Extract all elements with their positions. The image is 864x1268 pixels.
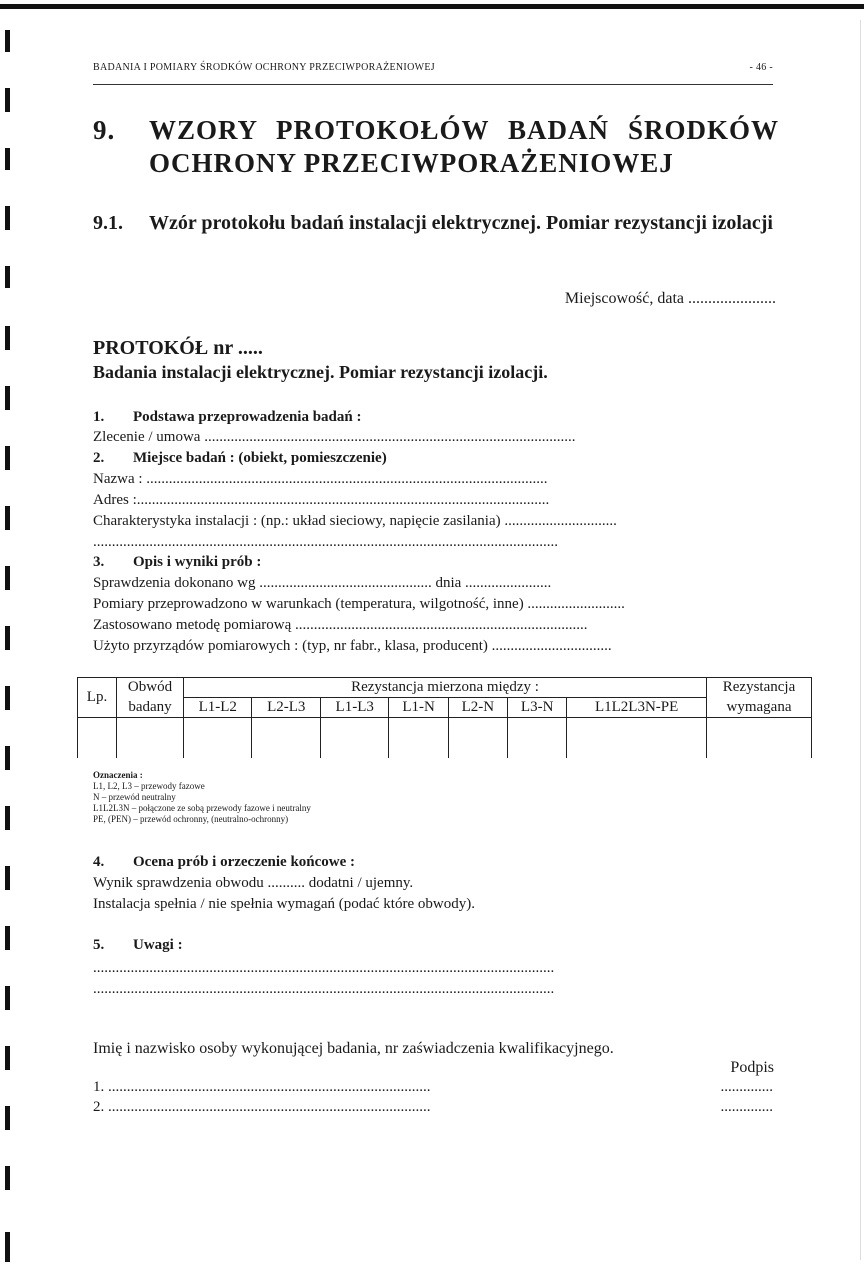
scan-mark <box>5 386 10 410</box>
legend-title: Oznaczenia : <box>93 770 143 780</box>
section-4-title: Ocena prób i orzeczenie końcowe : <box>133 854 356 870</box>
signature-field: .............. <box>720 1079 773 1095</box>
installation-characteristics-field: Charakterystyka instalacji : (np.: układ sieciowy, napięcie zasilania) .............................. <box>93 513 617 529</box>
section-2-title: Miejsce badań : (obiekt, pomieszczenie) <box>133 450 387 466</box>
insulation-resistance-table <box>77 677 812 758</box>
col-resistance-measured: Rezystancja mierzona między : <box>184 678 707 698</box>
scan-mark <box>5 926 10 950</box>
instruments-field: Użyto przyrządów pomiarowych : (typ, nr fabr., klasa, producent) ................................ <box>93 638 612 654</box>
scan-mark <box>5 1166 10 1190</box>
legend-item: N – przewód neutralny <box>93 792 176 802</box>
legend <box>93 770 311 825</box>
running-header <box>93 62 773 73</box>
protocol-subtitle: Badania instalacji elektrycznej. Pomiar rezystancji izolacji. <box>93 362 548 382</box>
table-cell[interactable] <box>117 718 184 759</box>
signatory-name-field: 1. ...................................................................................... <box>93 1079 431 1095</box>
running-title: BADANIA I POMIARY ŚRODKÓW OCHRONY PRZECIWPORAŻENIOWEJ <box>93 62 435 73</box>
signatory-row <box>93 1099 773 1116</box>
legend-item: L1L2L3N – połączone ze sobą przewody fazowe i neutralny <box>93 803 311 813</box>
scan-mark <box>5 686 10 710</box>
signatory-name-field: 2. ...................................................................................... <box>93 1099 431 1115</box>
col-circuit-2: badany <box>117 698 184 718</box>
remarks-line: ........................................................................................................................... <box>93 981 555 997</box>
address-field: Adres :.............................................................................................................. <box>93 492 550 508</box>
table-cell[interactable] <box>252 718 320 759</box>
top-border <box>0 4 864 9</box>
name-field: Nazwa : ........................................................................................................... <box>93 471 548 487</box>
section-3-number: 3. <box>93 554 105 570</box>
col-l1-l2: L1-L2 <box>184 698 252 718</box>
measurement-conditions-field: Pomiary przeprowadzono w warunkach (temperatura, wilgotność, inne) .......................... <box>93 596 625 612</box>
legend-item: L1, L2, L3 – przewody fazowe <box>93 781 205 791</box>
col-l3-n: L3-N <box>508 698 567 718</box>
signature-field: .............. <box>720 1099 773 1115</box>
scan-mark <box>5 566 10 590</box>
scan-mark <box>5 30 10 52</box>
chapter-number: 9. <box>93 115 116 145</box>
col-circuit-1: Obwód <box>117 678 184 698</box>
scan-mark <box>5 88 10 112</box>
scan-mark <box>5 806 10 830</box>
section-1-heading <box>93 408 773 426</box>
table-cell[interactable] <box>508 718 567 759</box>
measurement-method-field: Zastosowano metodę pomiarową .............................................................................. <box>93 617 588 633</box>
scan-mark <box>5 1046 10 1070</box>
table-header-row <box>78 678 812 698</box>
section-4-heading <box>93 853 773 871</box>
scan-mark <box>5 1106 10 1130</box>
col-l2-n: L2-N <box>448 698 507 718</box>
table-subheader-row <box>78 698 812 718</box>
scan-mark <box>5 866 10 890</box>
section-number: 9.1. <box>93 212 123 234</box>
inspection-basis-field: Sprawdzenia dokonano wg .............................................. dnia ....................... <box>93 575 552 591</box>
table-cell[interactable] <box>320 718 388 759</box>
scan-mark <box>5 626 10 650</box>
section-2-heading <box>93 449 773 467</box>
legend-item: PE, (PEN) – przewód ochronny, (neutralno-ochronny) <box>93 814 289 824</box>
table-cell[interactable] <box>184 718 252 759</box>
col-required-1: Rezystancja <box>707 678 812 698</box>
section-title: Wzór protokołu badań instalacji elektrycznej. Pomiar rezystancji izolacji <box>149 212 773 234</box>
table-cell[interactable] <box>78 718 117 759</box>
col-required-2: wymagana <box>707 698 812 718</box>
chapter-title: WZORY PROTOKOŁÓW BADAŃ ŚRODKÓW OCHRONY PRZECIWPORAŻENIOWEJ <box>149 115 779 178</box>
scan-mark <box>5 326 10 350</box>
col-l1-n: L1-N <box>389 698 448 718</box>
table-row <box>78 718 812 759</box>
section-1-number: 1. <box>93 409 105 425</box>
scan-mark <box>5 446 10 470</box>
col-l2-l3: L2-L3 <box>252 698 320 718</box>
section-3-title: Opis i wyniki prób : <box>133 554 262 570</box>
protocol-title: PROTOKÓŁ nr ..... <box>93 337 263 359</box>
signatory-row <box>93 1079 773 1096</box>
section-2-number: 2. <box>93 450 105 466</box>
place-date: Miejscowość, data ...................... <box>564 290 776 307</box>
table-cell[interactable] <box>448 718 507 759</box>
table-cell[interactable] <box>389 718 448 759</box>
scan-mark <box>5 1232 10 1262</box>
section-5-number: 5. <box>93 937 105 953</box>
section-5-title: Uwagi : <box>133 937 183 953</box>
scan-mark <box>5 206 10 230</box>
scan-mark <box>5 746 10 770</box>
result-field: Wynik sprawdzenia obwodu .......... dodatni / ujemny. <box>93 875 414 891</box>
page-edge <box>860 20 861 1260</box>
col-l1-l3: L1-L3 <box>320 698 388 718</box>
compliance-field: Instalacja spełnia / nie spełnia wymagań (podać które obwody). <box>93 896 475 912</box>
signatory-label: Imię i nazwisko osoby wykonującej badania, nr zaświadczenia kwalifikacyjnego. <box>93 1040 614 1057</box>
remarks-line: ........................................................................................................................... <box>93 960 555 976</box>
section-1-title: Podstawa przeprowadzenia badań : <box>133 409 362 425</box>
col-lp: Lp. <box>78 678 117 718</box>
scan-mark <box>5 266 10 288</box>
scan-mark <box>5 986 10 1010</box>
signature-label: Podpis <box>730 1059 774 1076</box>
table-cell[interactable] <box>567 718 707 759</box>
page-number: - 46 - <box>749 62 773 73</box>
scan-mark <box>5 506 10 530</box>
table-cell[interactable] <box>707 718 812 759</box>
section-3-heading <box>93 553 773 571</box>
characteristics-continuation: ............................................................................................................................ <box>93 534 558 550</box>
scan-mark <box>5 148 10 170</box>
col-l1l2l3n-pe: L1L2L3N-PE <box>567 698 707 718</box>
contract-field: Zlecenie / umowa ................................................................................................... <box>93 429 576 445</box>
section-4-number: 4. <box>93 854 105 870</box>
section-5-heading <box>93 936 773 954</box>
header-rule <box>93 84 773 85</box>
